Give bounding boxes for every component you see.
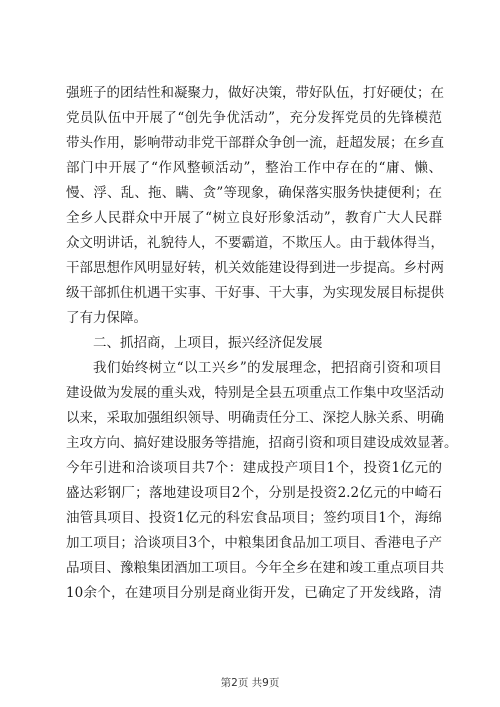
text-line: 干部思想作风明显好转，机关效能建设得到进一步提高。乡村两 [66,260,444,276]
text-line: 10余个，在建项目分别是商业街开发，已确定了开发线路，清 [66,585,442,601]
text-line: 油管具项目、投资1亿元的科宏食品项目；签约项目1个，海绵 [66,510,442,526]
text-line: 以来，采取加强组织领导、明确责任分工、深挖人脉关系、明确 [66,410,444,426]
text-line: 慢、浮、乱、拖、瞒、贪”等现象，确保落实服务快捷便利；在 [66,185,442,201]
body-text [66,81,458,606]
section-heading: 二、抓招商，上项目，振兴经济促发展 [93,335,323,351]
page-number: 第2页 共9页 [220,677,280,689]
text-line: 主攻方向、搞好建设服务等措施，招商引资和项目建设成效显著。 [66,435,458,451]
text-line: 党员队伍中开展了“创先争优活动”，充分发挥党员的先锋模范 [66,110,442,126]
text-line: 建设做为发展的重头戏，特别是全县五项重点工作集中攻坚活动 [66,385,444,401]
text-line: 我们始终树立“以工兴乡”的发展理念，把招商引资和项目 [93,360,442,376]
text-line: 强班子的团结性和凝聚力，做好决策，带好队伍，打好硬仗；在 [66,85,444,101]
text-line: 带头作用，影响带动非党干部群众争创一流，赶超发展；在乡直 [66,135,444,151]
text-line: 全乡人民群众中开展了“树立良好形象活动”，教育广大人民群 [66,210,442,226]
text-line: 品项目、豫粮集团酒加工项目。今年全乡在建和竣工重点项目共 [66,560,444,576]
text-line: 盛达彩钢厂；落地建设项目2个，分别是投资2.2亿元的中崎石 [66,485,442,501]
text-line: 了有力保障。 [66,310,147,326]
text-line: 今年引进和洽谈项目共7个：建成投产项目1个，投资1亿元的 [66,460,442,476]
text-line: 众文明讲话，礼貌待人，不要霸道，不欺压人。由于载体得当， [66,235,444,251]
text-line: 部门中开展了“作风整顿活动”，整治工作中存在的“庸、懒、 [66,160,442,176]
text-line: 加工项目；洽谈项目3个，中粮集团食品加工项目、香港电子产 [66,535,442,551]
text-line: 级干部抓住机遇干实事、干好事、干大事，为实现发展目标提供 [66,285,444,301]
